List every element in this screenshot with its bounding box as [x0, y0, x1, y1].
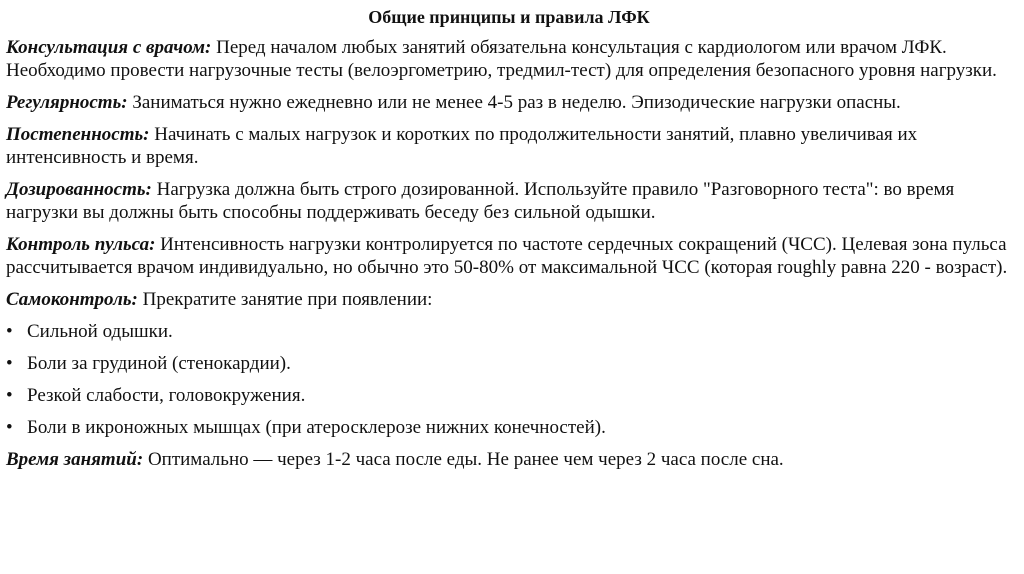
- symptom-list: [6, 320, 1012, 439]
- section-dosage: [6, 178, 1012, 224]
- list-item-text: Сильной одышки.: [27, 321, 173, 342]
- list-item-text: Боли в икроножных мышцах (при атеросклерозе нижних конечностей).: [27, 417, 606, 438]
- section-text: Начинать с малых нагрузок и коротких по продолжительности занятий, плавно увеличивая их интенсивность и время.: [6, 124, 918, 168]
- list-item: [6, 352, 1012, 375]
- section-regularity: [6, 91, 1012, 114]
- bullet-icon: •: [6, 353, 13, 374]
- list-item: [6, 320, 1012, 343]
- section-label: Дозированность:: [6, 179, 152, 200]
- section-label: Самоконтроль:: [6, 289, 138, 310]
- list-item-text: Боли за грудиной (стенокардии).: [27, 353, 291, 374]
- section-text: Прекратите занятие при появлении:: [137, 289, 433, 310]
- section-self-control: [6, 288, 1012, 311]
- bullet-icon: •: [6, 385, 13, 406]
- section-consultation: [6, 36, 1012, 82]
- section-text: Нагрузка должна быть строго дозированной. Используйте правило "Разговорного теста": во время нагрузки вы должны быть способны поддерживать беседу без сильной одышки.: [6, 179, 955, 223]
- list-item: [6, 384, 1012, 407]
- section-label: Контроль пульса:: [6, 234, 156, 255]
- section-text: Оптимально — через 1-2 часа после еды. Не ранее чем через 2 часа после сна.: [143, 449, 784, 470]
- section-exercise-time: [6, 448, 1012, 471]
- list-item-text: Резкой слабости, головокружения.: [27, 385, 306, 406]
- section-text: Перед началом любых занятий обязательна консультация с кардиологом или врачом ЛФК. Необходимо провести нагрузочные тесты (велоэргометрию, тредмил-тест) для определения безопасного уровня нагрузки.: [6, 37, 997, 81]
- section-text: Заниматься нужно ежедневно или не менее 4-5 раз в неделю. Эпизодические нагрузки опасны.: [127, 92, 901, 113]
- section-gradual: [6, 123, 1012, 169]
- section-label: Постепенность:: [6, 124, 150, 145]
- bullet-icon: •: [6, 417, 13, 438]
- list-item: [6, 416, 1012, 439]
- section-label: Консультация с врачом:: [6, 37, 212, 58]
- bullet-icon: •: [6, 321, 13, 342]
- section-label: Время занятий:: [6, 449, 144, 470]
- section-label: Регулярность:: [6, 92, 128, 113]
- section-pulse-control: [6, 233, 1012, 279]
- page-title: Общие принципы и правила ЛФК: [368, 7, 650, 27]
- section-text: Интенсивность нагрузки контролируется по частоте сердечных сокращений (ЧСС). Целевая зона пульса рассчитывается врачом индивидуально, но обычно это 50-80% от максимальной ЧСС (которая roughly равна 220 - возраст).: [6, 234, 1008, 278]
